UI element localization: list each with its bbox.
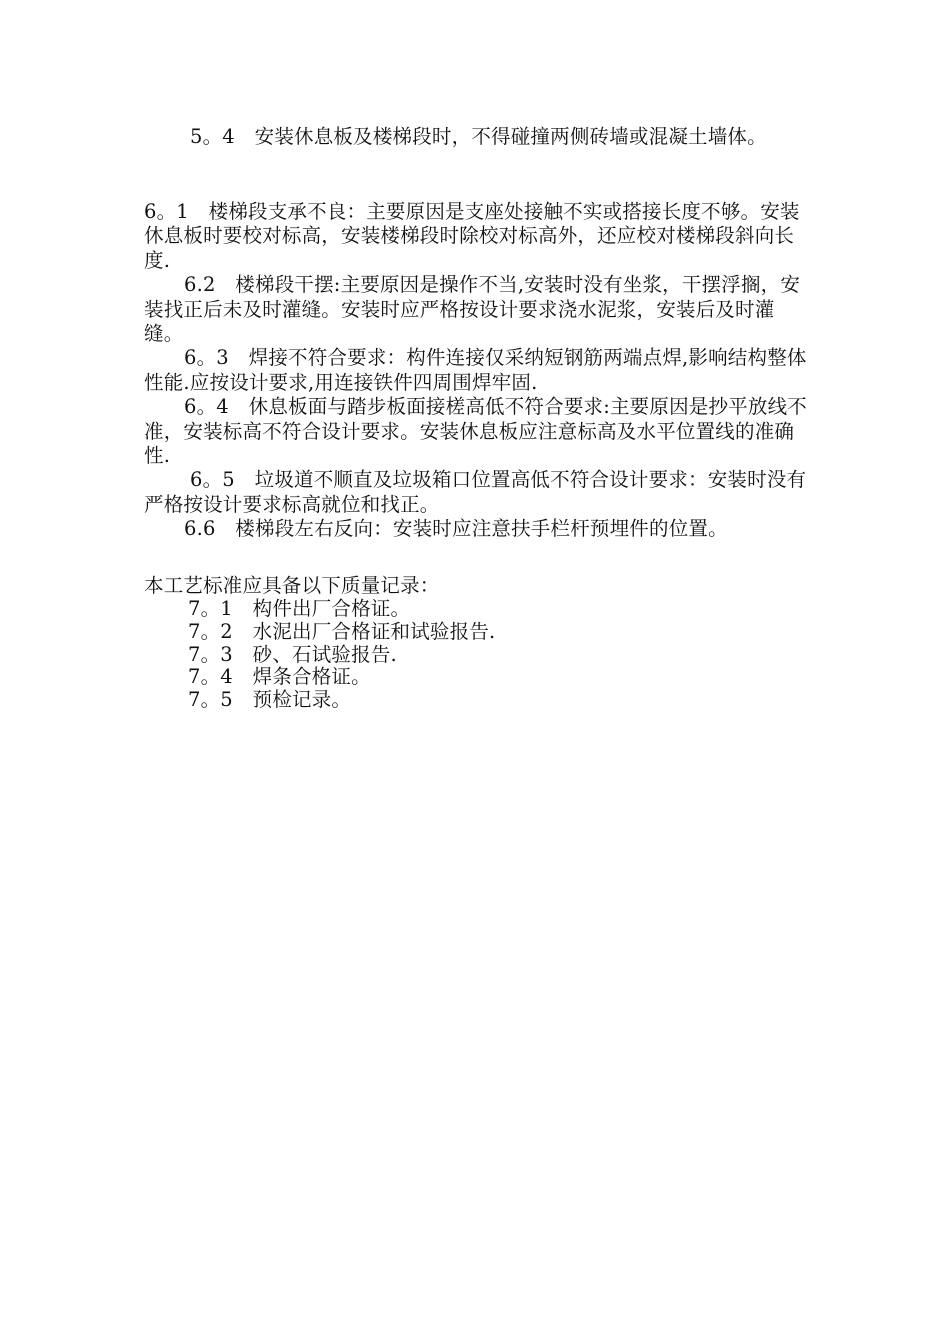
quality-records-intro: 本工艺标准应具备以下质量记录：	[144, 574, 440, 597]
paragraph-6-1: 6。1 楼梯段支承不良：主要原因是支座处接触不实或搭接长度不够。安装休息板时要校对标高，安装楼梯段时除校对标高外，还应校对楼梯段斜向长度.	[144, 200, 800, 272]
paragraph-5-4: 5。4 安装休息板及楼梯段时，不得碰撞两侧砖墙或混凝土墙体。	[190, 125, 767, 148]
quality-record-item: 7。3 砂、石试验报告.	[188, 642, 397, 666]
section-5-block	[144, 125, 812, 149]
paragraph-6-2: 6.2 楼梯段干摆:主要原因是操作不当,安装时没有坐浆，干摆浮搁，安装找正后未及时灌缝。安装时应严格按设计要求浇水泥浆，安装后及时灌缝。	[144, 273, 801, 346]
section-6-block	[144, 200, 812, 542]
quality-record-item: 7。5 预检记录。	[188, 687, 352, 711]
quality-record-item: 7。1 构件出厂合格证。	[188, 597, 411, 621]
paragraph-6-6: 6.6 楼梯段左右反向：安装时应注意扶手栏杆预埋件的位置。	[184, 517, 728, 541]
quality-record-item: 7。4 焊条合格证。	[188, 665, 371, 689]
paragraph-6-4: 6。4 休息板面与踏步板面接槎高低不符合要求:主要原因是抄平放线不准，安装标高不符合设计要求。安装休息板应注意标高及水平位置线的准确性.	[144, 395, 807, 468]
quality-record-item: 7。2 水泥出厂合格证和试验报告.	[188, 620, 496, 643]
paragraph-6-3: 6。3 焊接不符合要求：构件连接仅采纳短钢筋两端点焊,影响结构整体性能.应按设计要求,用连接铁件四周围焊牢固.	[144, 346, 807, 394]
paragraph-6-5: 6。5 垃圾道不顺直及垃圾箱口位置高低不符合设计要求：安装时没有严格按设计要求标高就位和找正。	[144, 468, 807, 516]
section-7-block	[144, 574, 812, 711]
